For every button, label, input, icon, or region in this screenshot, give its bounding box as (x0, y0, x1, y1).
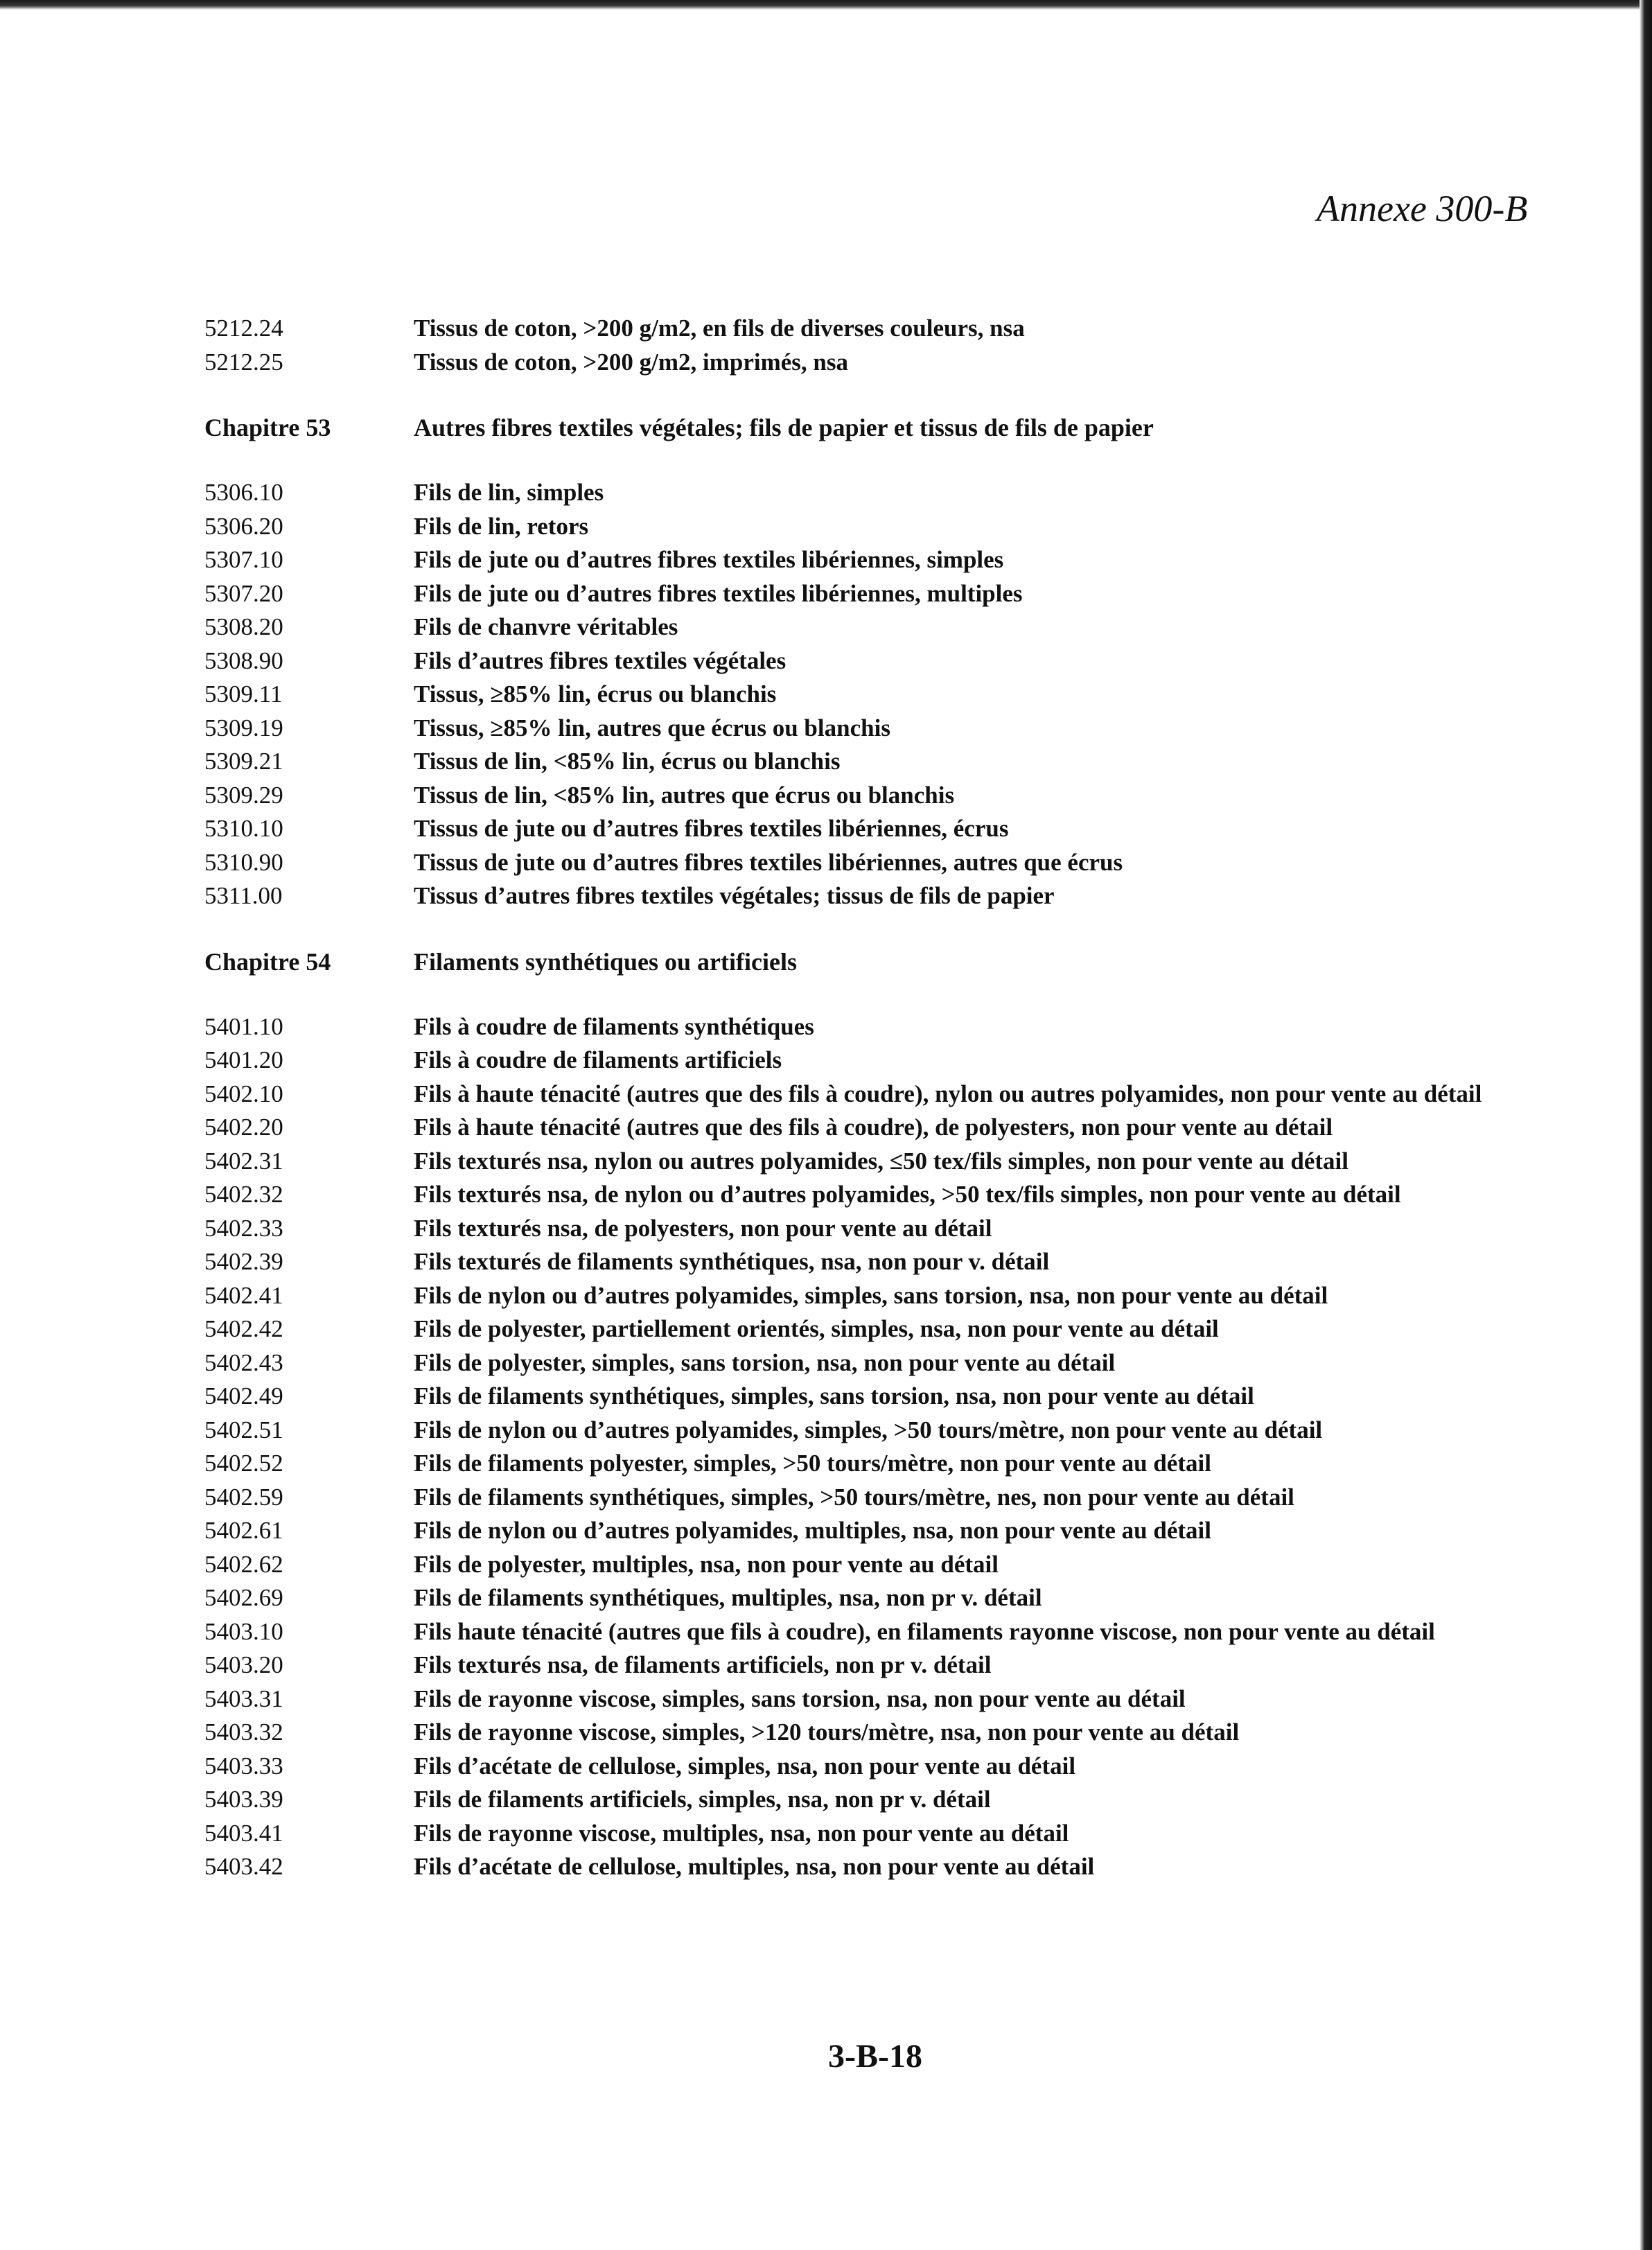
tariff-code: 5402.41 (204, 1281, 283, 1309)
tariff-code: 5403.31 (204, 1685, 283, 1712)
chapter-label: Chapitre 54 (204, 947, 331, 976)
tariff-row (204, 712, 1521, 746)
tariff-code: 5403.20 (204, 1651, 283, 1678)
tariff-description: Tissus, ≥85% lin, autres que écrus ou blanchis (414, 714, 890, 741)
tariff-code: 5402.20 (204, 1114, 283, 1141)
tariff-description: Tissus de lin, <85% lin, autres que écrus ou blanchis (414, 781, 955, 809)
tariff-description: Tissus de lin, <85% lin, écrus ou blanchis (414, 748, 841, 775)
tariff-description: Fils de polyester, simples, sans torsion, nsa, non pour vente au détail (414, 1348, 1116, 1376)
tariff-code: 5403.33 (204, 1752, 283, 1779)
tariff-row (204, 1279, 1521, 1313)
tariff-row (204, 1581, 1521, 1615)
tariff-code: 5402.62 (204, 1550, 283, 1578)
tariff-code: 5308.90 (204, 647, 283, 674)
tariff-code: 5403.42 (204, 1853, 283, 1880)
tariff-code: 5309.21 (204, 748, 283, 775)
tariff-row (204, 1750, 1521, 1784)
tariff-description: Tissus de jute ou d’autres fibres textiles libériennes, écrus (414, 815, 1009, 842)
tariff-row (204, 1783, 1521, 1817)
tariff-code: 5402.49 (204, 1382, 283, 1409)
tariff-description: Tissus de jute ou d’autres fibres textiles libériennes, autres que écrus (414, 848, 1123, 876)
tariff-row (204, 1615, 1521, 1649)
tariff-row (204, 577, 1521, 611)
tariff-code: 5310.10 (204, 815, 283, 842)
tariff-description: Fils de filaments synthétiques, multiples, nsa, non pr v. détail (414, 1584, 1042, 1611)
tariff-description: Tissus de coton, >200 g/m2, en fils de diverses couleurs, nsa (414, 315, 1025, 342)
tariff-row (204, 644, 1521, 678)
tariff-description: Fils d’acétate de cellulose, simples, nsa, non pour vente au détail (414, 1752, 1076, 1779)
tariff-row (204, 1817, 1521, 1851)
tariff-row (204, 1245, 1521, 1279)
tariff-row (204, 812, 1521, 846)
tariff-description: Fils de nylon ou d’autres polyamides, multiples, nsa, non pour vente au détail (414, 1517, 1211, 1544)
tariff-row (204, 1548, 1521, 1582)
tariff-code: 5307.20 (204, 579, 283, 607)
tariff-row (204, 879, 1521, 913)
tariff-description: Fils texturés nsa, de filaments artificiels, non pr v. détail (414, 1651, 992, 1678)
tariff-description: Fils de filaments artificiels, simples, nsa, non pr v. détail (414, 1786, 991, 1813)
tariff-code: 5401.10 (204, 1012, 283, 1040)
tariff-description: Fils texturés de filaments synthétiques, nsa, non pour v. détail (414, 1248, 1050, 1275)
tariff-row (204, 745, 1521, 779)
tariff-code: 5311.00 (204, 882, 283, 909)
tariff-code: 5402.33 (204, 1214, 283, 1242)
tariff-code: 5401.20 (204, 1046, 283, 1073)
tariff-description: Fils texturés nsa, de polyesters, non pour vente au détail (414, 1214, 992, 1242)
tariff-code: 5306.10 (204, 479, 283, 506)
tariff-list (204, 312, 1521, 1884)
tariff-code: 5402.69 (204, 1584, 283, 1611)
tariff-code: 5403.32 (204, 1719, 283, 1746)
tariff-code: 5402.31 (204, 1147, 283, 1175)
tariff-description: Fils de rayonne viscose, multiples, nsa, non pour vente au détail (414, 1819, 1069, 1847)
tariff-description: Fils de lin, simples (414, 479, 604, 506)
tariff-code: 5212.25 (204, 348, 283, 376)
tariff-code: 5309.19 (204, 714, 283, 741)
tariff-code: 5403.41 (204, 1819, 283, 1847)
tariff-code: 5308.20 (204, 613, 283, 640)
tariff-code: 5402.59 (204, 1483, 283, 1511)
tariff-code: 5403.39 (204, 1786, 283, 1813)
tariff-row (204, 1682, 1521, 1716)
chapter-heading-54 (204, 945, 1521, 978)
tariff-description: Fils de jute ou d’autres fibres textiles libériennes, simples (414, 546, 1004, 573)
tariff-description: Fils de polyester, partiellement orientés, simples, nsa, non pour vente au détail (414, 1315, 1219, 1342)
tariff-code: 5309.29 (204, 781, 283, 809)
tariff-description: Fils d’acétate de cellulose, multiples, nsa, non pour vente au détail (414, 1853, 1095, 1880)
tariff-description: Fils à coudre de filaments artificiels (414, 1046, 782, 1073)
tariff-code: 5309.11 (204, 680, 283, 707)
tariff-row (204, 1212, 1521, 1246)
tariff-row (204, 1346, 1521, 1380)
tariff-code: 5306.20 (204, 512, 283, 540)
tariff-code: 5402.42 (204, 1315, 283, 1342)
tariff-row (204, 476, 1521, 510)
tariff-row (204, 610, 1521, 644)
tariff-description: Fils texturés nsa, nylon ou autres polyamides, ≤50 tex/fils simples, non pour vente au détail (414, 1147, 1348, 1175)
tariff-description: Fils de filaments synthétiques, simples, >50 tours/mètre, nes, non pour vente au détail (414, 1483, 1294, 1511)
tariff-row (204, 1447, 1521, 1481)
tariff-description: Fils d’autres fibres textiles végétales (414, 647, 787, 674)
tariff-description: Tissus, ≥85% lin, écrus ou blanchis (414, 680, 777, 707)
tariff-description: Fils de filaments polyester, simples, >50 tours/mètre, non pour vente au détail (414, 1450, 1211, 1477)
tariff-row (204, 1010, 1521, 1044)
tariff-description: Fils de nylon ou d’autres polyamides, simples, >50 tours/mètre, non pour vente au détail (414, 1416, 1323, 1443)
tariff-row (204, 1481, 1521, 1515)
tariff-row (204, 1044, 1521, 1078)
tariff-row (204, 1514, 1521, 1548)
tariff-description: Fils haute ténacité (autres que fils à coudre), en filaments rayonne viscose, non pour vente au détail (414, 1617, 1435, 1645)
tariff-code: 5212.24 (204, 315, 283, 342)
tariff-description: Fils texturés nsa, de nylon ou d’autres polyamides, >50 tex/fils simples, non pour vente au détail (414, 1181, 1401, 1208)
chapter-title: Filaments synthétiques ou artificiels (414, 947, 797, 976)
tariff-description: Fils de polyester, multiples, nsa, non pour vente au détail (414, 1550, 999, 1578)
chapter-title: Autres fibres textiles végétales; fils de papier et tissus de fils de papier (414, 414, 1154, 441)
tariff-description: Fils à haute ténacité (autres que des fils à coudre), nylon ou autres polyamides, non pour vente au détail (414, 1080, 1482, 1107)
tariff-row (204, 1649, 1521, 1682)
tariff-code: 5402.10 (204, 1080, 283, 1107)
tariff-code: 5402.39 (204, 1248, 283, 1275)
tariff-code: 5307.10 (204, 546, 283, 573)
tariff-description: Fils de filaments synthétiques, simples, sans torsion, nsa, non pour vente au détail (414, 1382, 1254, 1409)
tariff-row (204, 1850, 1521, 1884)
tariff-description: Fils de rayonne viscose, simples, >120 tours/mètre, nsa, non pour vente au détail (414, 1719, 1240, 1746)
tariff-row (204, 1078, 1521, 1111)
tariff-code: 5310.90 (204, 848, 283, 876)
tariff-description: Fils de nylon ou d’autres polyamides, simples, sans torsion, nsa, non pour vente au détail (414, 1281, 1328, 1309)
tariff-row (204, 1716, 1521, 1750)
tariff-code: 5402.52 (204, 1450, 283, 1477)
tariff-code: 5402.43 (204, 1348, 283, 1376)
tariff-description: Tissus de coton, >200 g/m2, imprimés, nsa (414, 348, 848, 376)
tariff-description: Fils à coudre de filaments synthétiques (414, 1012, 814, 1040)
tariff-row (204, 1111, 1521, 1145)
tariff-row (204, 1145, 1521, 1179)
tariff-code: 5402.51 (204, 1416, 283, 1443)
tariff-description: Fils à haute ténacité (autres que des fils à coudre), de polyesters, non pour vente au détail (414, 1114, 1333, 1141)
scan-right-edge (1640, 0, 1652, 2250)
tariff-description: Fils de jute ou d’autres fibres textiles libériennes, multiples (414, 579, 1023, 607)
tariff-row (204, 678, 1521, 712)
scan-top-edge (0, 0, 1652, 10)
tariff-row (204, 1312, 1521, 1346)
tariff-description: Fils de lin, retors (414, 512, 589, 540)
tariff-row (204, 346, 1521, 380)
chapter-label: Chapitre 53 (204, 414, 331, 441)
tariff-description: Tissus d’autres fibres textiles végétales; tissus de fils de papier (414, 882, 1055, 909)
tariff-description: Fils de rayonne viscose, simples, sans torsion, nsa, non pour vente au détail (414, 1685, 1186, 1712)
tariff-code: 5402.61 (204, 1517, 283, 1544)
chapter-heading-53 (204, 411, 1521, 444)
tariff-row (204, 1414, 1521, 1448)
page-number: 3-B-18 (828, 2038, 922, 2075)
annex-title: Annexe 300-B (1317, 188, 1528, 229)
tariff-row (204, 312, 1521, 346)
tariff-row (204, 846, 1521, 880)
tariff-code: 5402.32 (204, 1181, 283, 1208)
tariff-row (204, 510, 1521, 544)
tariff-row (204, 1178, 1521, 1212)
tariff-row (204, 543, 1521, 577)
tariff-row (204, 779, 1521, 813)
tariff-row (204, 1380, 1521, 1414)
tariff-code: 5403.10 (204, 1617, 283, 1645)
tariff-description: Fils de chanvre véritables (414, 613, 678, 640)
